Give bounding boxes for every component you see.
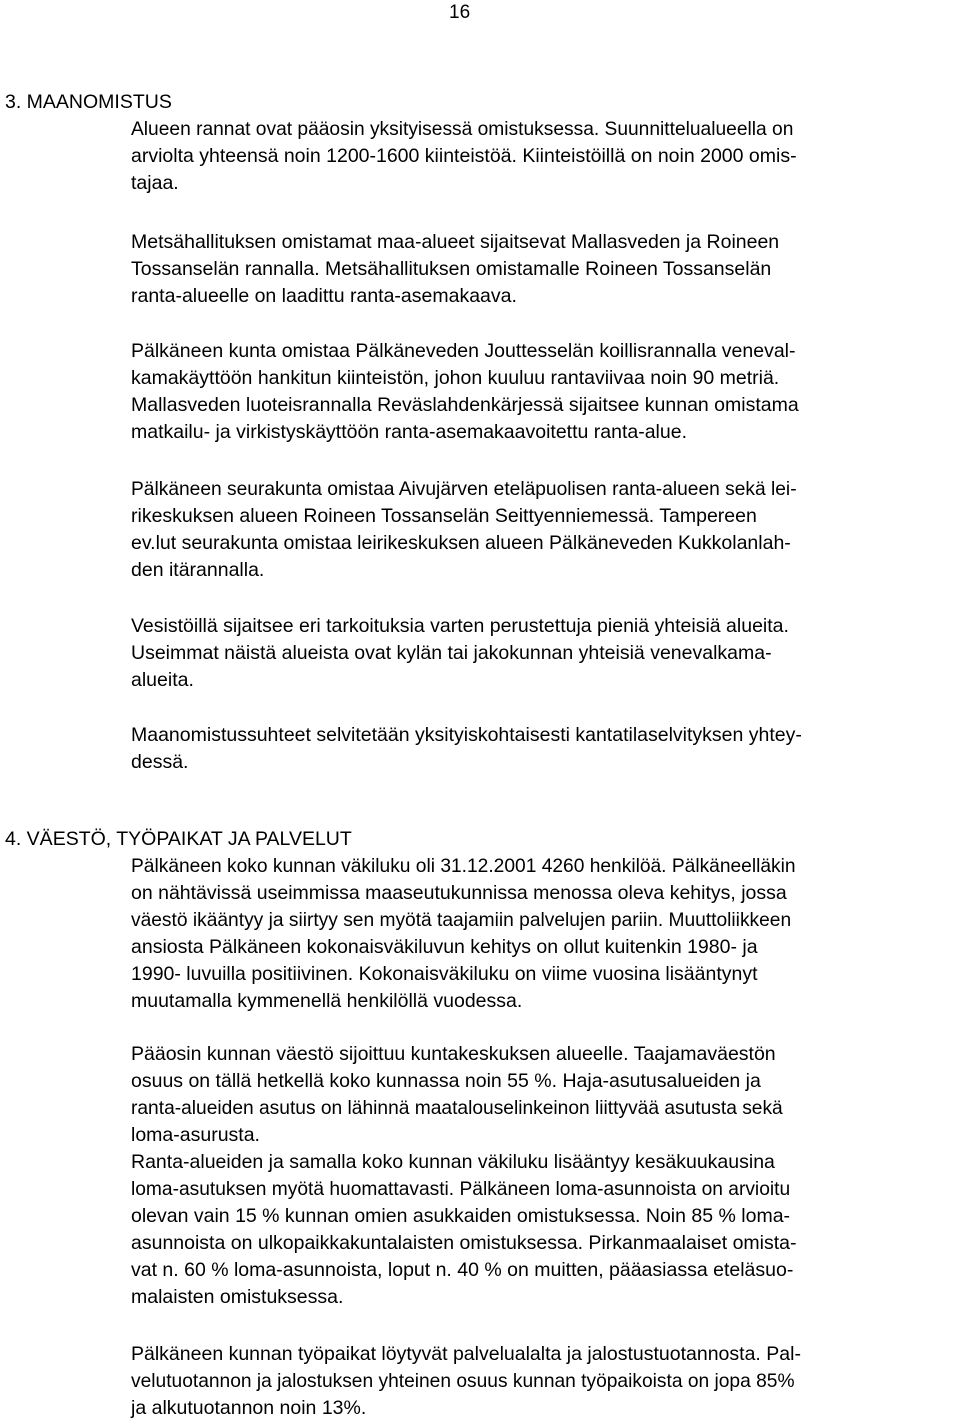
text-line: olevan vain 15 % kunnan omien asukkaiden omistuksessa. Noin 85 % loma-: [131, 1205, 791, 1227]
text-line: Mallasveden luoteisrannalla Reväslahdenkärjessä sijaitsee kunnan omistama: [131, 394, 799, 416]
text-line: Tossanselän rannalla. Metsähallituksen omistamalle Roineen Tossanselän: [131, 258, 772, 280]
text-line: den itärannalla.: [131, 559, 265, 581]
text-line: ansiosta Pälkäneen kokonaisväkiluvun kehitys on ollut kuitenkin 1980- ja: [131, 936, 758, 958]
text-line: Useimmat näistä alueista ovat kylän tai jakokunnan yhteisiä venevalkama-: [131, 642, 772, 664]
text-line: Pälkäneen seurakunta omistaa Aivujärven eteläpuolisen ranta-alueen sekä lei-: [131, 479, 797, 500]
text-line: Ranta-alueiden ja samalla koko kunnan väkiluku lisääntyy kesäkuukausina: [131, 1151, 775, 1173]
text-line: matkailu- ja virkistyskäyttöön ranta-asemakaavoitettu ranta-alue.: [131, 421, 687, 443]
text-line: ja alkutuotannon noin 13%.: [131, 1397, 367, 1419]
text-line: loma-asutuksen myötä huomattavasti. Pälkäneen loma-asunnoista on arvioitu: [131, 1179, 791, 1200]
text-line: loma-asurusta.: [131, 1124, 260, 1146]
text-line: rikeskuksen alueen Roineen Tossanselän Seittyenniemessä. Tampereen: [131, 505, 757, 527]
section-heading: 3. MAANOMISTUS: [5, 91, 172, 113]
text-line: Pälkäneen kunta omistaa Pälkäneveden Jouttesselän koillisrannalla veneval-: [131, 340, 796, 362]
text-line: vat n. 60 % loma-asunnoista, loput n. 40 % on muitten, pääasiassa eteläsuo-: [131, 1259, 794, 1281]
text-line: osuus on tällä hetkellä koko kunnassa noin 55 %. Haja-asutusalueiden ja: [131, 1070, 761, 1092]
text-line: arviolta yhteensä noin 1200-1600 kiinteistöä. Kiinteistöillä on noin 2000 omis-: [131, 145, 797, 167]
text-line: Metsähallituksen omistamat maa-alueet sijaitsevat Mallasveden ja Roineen: [131, 231, 780, 253]
text-line: velutuotannon ja jalostuksen yhteinen osuus kunnan työpaikoista on jopa 85%: [131, 1371, 795, 1392]
text-line: Pääosin kunnan väestö sijoittuu kuntakeskuksen alueelle. Taajamaväestön: [131, 1043, 776, 1065]
text-line: on nähtävissä useimmissa maaseutukunnissa menossa oleva kehitys, jossa: [131, 882, 787, 904]
text-line: ranta-alueelle on laadittu ranta-asemakaava.: [131, 285, 517, 307]
text-line: alueita.: [131, 669, 194, 691]
text-line: Alueen rannat ovat pääosin yksityisessä omistuksessa. Suunnittelualueella on: [131, 119, 794, 140]
text-line: Pälkäneen kunnan työpaikat löytyvät palvelualalta ja jalostustuotannosta. Pal-: [131, 1343, 801, 1365]
text-line: Maanomistussuhteet selvitetään yksityiskohtaisesti kantatilaselvityksen yhtey-: [131, 724, 802, 746]
text-line: dessä.: [131, 751, 189, 773]
text-line: Pälkäneen koko kunnan väkiluku oli 31.12.2001 4260 henkilöä. Pälkäneelläkin: [131, 856, 796, 877]
text-line: Vesistöillä sijaitsee eri tarkoituksia varten perustettuja pieniä yhteisiä alueita.: [131, 615, 789, 637]
page-number: 16: [449, 2, 471, 23]
text-line: ranta-alueiden asutus on lähinnä maatalouselinkeinon liittyvää asutusta sekä: [131, 1098, 783, 1119]
text-line: asunnoista on ulkopaikkakuntalaisten omistuksessa. Pirkanmaalaiset omista-: [131, 1232, 797, 1254]
text-line: muutamalla kymmenellä henkilöllä vuodessa.: [131, 990, 523, 1012]
text-line: väestö ikääntyy ja siirtyy sen myötä taajamiin palvelujen pariin. Muuttoliikkeen: [131, 910, 792, 931]
section-heading: 4. VÄESTÖ, TYÖPAIKAT JA PALVELUT: [5, 828, 352, 850]
text-line: ev.lut seurakunta omistaa leirikeskuksen alueen Pälkäneveden Kukkolanlah-: [131, 532, 791, 554]
text-line: kamakäyttöön hankitun kiinteistön, johon kuuluu rantaviivaa noin 90 metriä.: [131, 367, 780, 389]
text-line: tajaa.: [131, 172, 179, 194]
text-line: malaisten omistuksessa.: [131, 1286, 344, 1308]
text-line: 1990- luvuilla positiivinen. Kokonaisväkiluku on viime vuosina lisääntynyt: [131, 963, 758, 985]
